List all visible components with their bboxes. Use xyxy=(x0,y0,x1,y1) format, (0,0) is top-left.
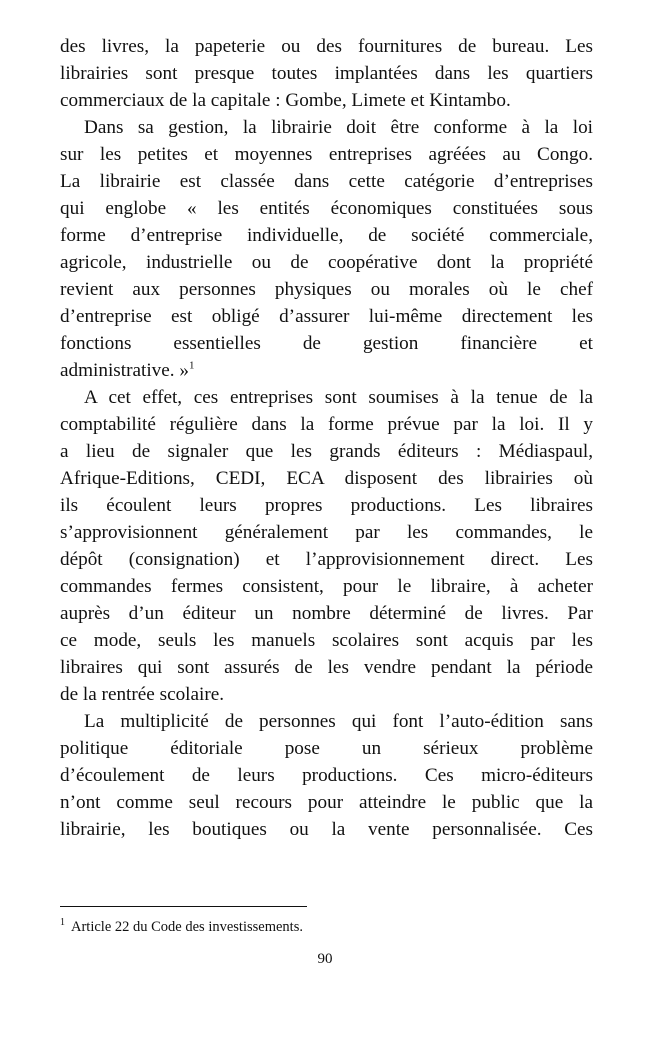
footnote-number: 1 xyxy=(60,917,65,929)
footnote-text: Article 22 du Code des investissements. xyxy=(71,919,303,935)
word: problème xyxy=(520,738,593,759)
text-line: de la rentrée scolaire. xyxy=(60,684,225,705)
text-line: ils écoulent leurs propres productions. Les libraires xyxy=(60,495,593,516)
text-line: comptabilité régulière dans la forme prévue par la loi. Il y xyxy=(60,414,593,435)
text-line: a lieu de signaler que les grands éditeurs : Médiaspaul, xyxy=(60,441,593,462)
text-line: des livres, la papeterie ou des fournitures de bureau. Les xyxy=(60,36,593,57)
word: financière xyxy=(460,333,538,354)
word: de xyxy=(302,333,321,354)
text-line: A cet effet, ces entreprises sont soumises à la tenue de la xyxy=(84,387,593,408)
text-line: revient aux personnes physiques ou morales où le chef xyxy=(60,279,593,300)
text-line: libraires qui sont assurés de les vendre pendant la période xyxy=(60,657,593,678)
text-line: commerciaux de la capitale : Gombe, Limete et Kintambo. xyxy=(60,90,511,111)
footnote-separator xyxy=(60,906,307,907)
text-line: sur les petites et moyennes entreprises agréées au Congo. xyxy=(60,144,593,165)
text-line: La multiplicité de personnes qui font l’auto-édition sans xyxy=(84,711,593,732)
text-fragment: administrative. » xyxy=(60,360,189,381)
paragraph-1 xyxy=(60,33,593,114)
word: essentielles xyxy=(173,333,261,354)
page-number: 90 xyxy=(317,951,333,967)
paragraph-4 xyxy=(60,708,593,843)
paragraph-2 xyxy=(60,114,593,384)
text-line: agricole, industrielle ou de coopérative dont la propriété xyxy=(60,252,593,273)
text-line: dépôt (consignation) et l’approvisionnement direct. Les xyxy=(60,549,593,570)
text-line: Dans sa gestion, la librairie doit être conforme à la loi xyxy=(84,117,593,138)
text-line: ce mode, seuls les manuels scolaires sont acquis par les xyxy=(60,630,593,651)
word: éditoriale xyxy=(170,738,243,759)
text-line: n’ont comme seul recours pour atteindre le public que la xyxy=(60,792,593,813)
text-line: commandes fermes consistent, pour le libraire, à acheter xyxy=(60,576,593,597)
word: politique xyxy=(60,738,129,759)
footnote xyxy=(60,918,303,936)
text-line: librairies sont presque toutes implantées dans les quartiers xyxy=(60,63,593,84)
word: pose xyxy=(284,738,320,759)
word: sérieux xyxy=(423,738,479,759)
word: et xyxy=(579,333,593,354)
footnote-reference[interactable]: 1 xyxy=(188,359,195,372)
text-line: d’écoulement de leurs productions. Ces micro-éditeurs xyxy=(60,765,593,786)
word: fonctions xyxy=(60,333,132,354)
word: gestion xyxy=(362,333,419,354)
text-line: auprès d’un éditeur un nombre déterminé de livres. Par xyxy=(60,603,593,624)
word: un xyxy=(361,738,382,759)
text-line: Afrique-Editions, CEDI, ECA disposent des librairies où xyxy=(60,468,593,489)
text-line-spread xyxy=(60,330,593,357)
text-line-spread xyxy=(60,735,593,762)
text-line xyxy=(60,357,593,384)
text-line: s’approvisionnent généralement par les commandes, le xyxy=(60,522,593,543)
page-body xyxy=(60,33,593,843)
paragraph-3 xyxy=(60,384,593,708)
text-line: d’entreprise est obligé d’assurer lui-même directement les xyxy=(60,306,593,327)
text-line: librairie, les boutiques ou la vente personnalisée. Ces xyxy=(60,819,593,840)
text-line: La librairie est classée dans cette catégorie d’entreprises xyxy=(60,171,593,192)
text-line: forme d’entreprise individuelle, de société commerciale, xyxy=(60,225,593,246)
text-line: qui englobe « les entités économiques constituées sous xyxy=(60,198,593,219)
